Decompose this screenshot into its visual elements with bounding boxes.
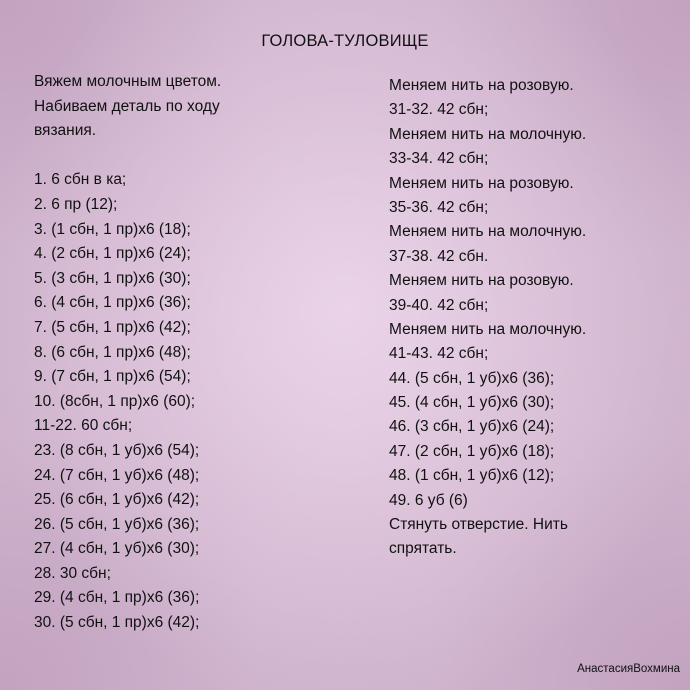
row-instruction: 41-43. 42 сбн; bbox=[389, 345, 489, 363]
row-instruction: 28. 30 сбн; bbox=[34, 564, 111, 582]
author-signature: АнастасияВохмина bbox=[577, 663, 680, 675]
row-instruction: 47. (2 сбн, 1 уб)х6 (18); bbox=[389, 442, 555, 460]
intro-line: Вяжем молочным цветом. bbox=[34, 73, 222, 90]
row-instruction: 1. 6 сбн в ка; bbox=[34, 171, 127, 189]
blank-spacer bbox=[34, 144, 354, 169]
intro-line: вязания. bbox=[34, 122, 97, 140]
page-title: ГОЛОВА-ТУЛОВИЩЕ bbox=[261, 32, 429, 50]
row-instruction: 25. (6 сбн, 1 уб)х6 (42); bbox=[34, 491, 200, 509]
row-instruction: 23. (8 сбн, 1 уб)х6 (54); bbox=[34, 441, 200, 459]
finishing-note: спрятать. bbox=[389, 540, 457, 558]
left-column bbox=[34, 70, 354, 636]
color-change-note: Меняем нить на молочную. bbox=[389, 125, 587, 143]
row-instruction: 11-22. 60 сбн; bbox=[34, 417, 133, 435]
row-instruction: 26. (5 сбн, 1 уб)х6 (36); bbox=[34, 515, 200, 533]
row-instruction: 35-36. 42 сбн; bbox=[389, 198, 489, 216]
row-instruction: 48. (1 сбн, 1 уб)х6 (12); bbox=[389, 467, 555, 485]
row-instruction: 7. (5 сбн, 1 пр)х6 (42); bbox=[34, 318, 191, 336]
intro-line: Набиваем деталь по ходу bbox=[34, 97, 220, 115]
row-instruction: 2. 6 пр (12); bbox=[34, 195, 118, 213]
right-column bbox=[389, 74, 685, 562]
row-instruction: 27. (4 сбн, 1 уб)х6 (30); bbox=[34, 540, 200, 558]
color-change-note: Меняем нить на розовую. bbox=[389, 77, 574, 94]
row-instruction: 39-40. 42 сбн; bbox=[389, 296, 489, 314]
row-instruction: 6. (4 сбн, 1 пр)х6 (36); bbox=[34, 294, 191, 312]
row-instruction: 45. (4 сбн, 1 уб)х6 (30); bbox=[389, 394, 555, 412]
row-instruction: 46. (3 сбн, 1 уб)х6 (24); bbox=[389, 418, 555, 436]
color-change-note: Меняем нить на молочную. bbox=[389, 223, 587, 241]
color-change-note: Меняем нить на молочную. bbox=[389, 320, 587, 338]
row-instruction: 10. (8сбн, 1 пр)х6 (60); bbox=[34, 392, 196, 410]
row-instruction: 4. (2 сбн, 1 пр)х6 (24); bbox=[34, 245, 191, 263]
row-instruction: 31-32. 42 сбн; bbox=[389, 101, 489, 119]
row-instruction: 37-38. 42 сбн. bbox=[389, 247, 489, 265]
row-instruction: 8. (6 сбн, 1 пр)х6 (48); bbox=[34, 343, 191, 361]
row-instruction: 33-34. 42 сбн; bbox=[389, 150, 489, 168]
row-instruction: 24. (7 сбн, 1 уб)х6 (48); bbox=[34, 466, 200, 484]
row-instruction: 5. (3 сбн, 1 пр)х6 (30); bbox=[34, 269, 191, 287]
finishing-note: Стянуть отверстие. Нить bbox=[389, 516, 568, 534]
row-instruction: 49. 6 уб (6) bbox=[389, 491, 468, 509]
row-instruction: 44. (5 сбн, 1 уб)х6 (36); bbox=[389, 369, 555, 387]
row-instruction: 29. (4 сбн, 1 пр)х6 (36); bbox=[34, 589, 200, 607]
color-change-note: Меняем нить на розовую. bbox=[389, 174, 574, 192]
row-instruction: 9. (7 сбн, 1 пр)х6 (54); bbox=[34, 368, 191, 386]
row-instruction: 30. (5 сбн, 1 пр)х6 (42); bbox=[34, 614, 200, 632]
color-change-note: Меняем нить на розовую. bbox=[389, 272, 574, 290]
row-instruction: 3. (1 сбн, 1 пр)х6 (18); bbox=[34, 220, 191, 238]
